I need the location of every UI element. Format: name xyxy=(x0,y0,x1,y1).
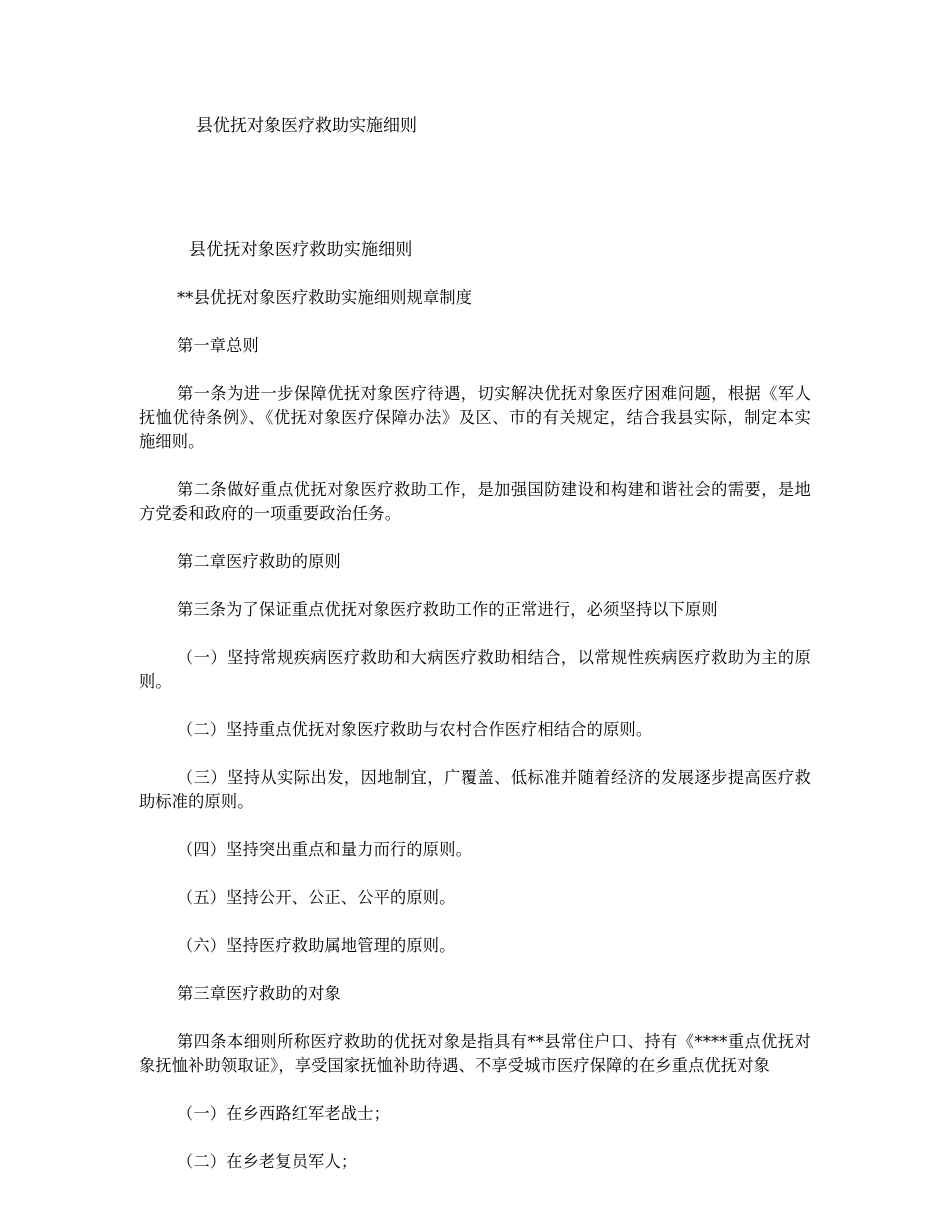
list-item: （一）坚持常规疾病医疗救助和大病医疗救助相结合，以常规性疾病医疗救助为主的原则。 xyxy=(139,648,811,691)
body-title: 县优抚对象医疗救助实施细则 xyxy=(189,240,413,260)
document-body xyxy=(139,238,811,1198)
chapter-heading: 第一章总则 xyxy=(177,336,259,355)
paragraph-article-1: 第一条为进一步保障优抚对象医疗待遇，切实解决优抚对象医疗困难问题，根据《军人抚恤优待条例》、《优抚对象医疗保障办法》及区、市的有关规定，结合我县实际，制定本实施细则。 xyxy=(139,384,811,451)
paragraph-article-2: 第二条做好重点优抚对象医疗救助工作，是加强国防建设和构建和谐社会的需要，是地方党委和政府的一项重要政治任务。 xyxy=(139,480,811,523)
document-title: 县优抚对象医疗救助实施细则 xyxy=(196,116,417,136)
chapter-heading: 第二章医疗救助的原则 xyxy=(177,552,341,571)
paragraph-article-3: 第三条为了保证重点优抚对象医疗救助工作的正常进行，必须坚持以下原则 xyxy=(177,600,718,619)
paragraph-subtitle: **县优抚对象医疗救助实施细则规章制度 xyxy=(177,288,473,307)
list-item: （一）在乡西路红军老战士； xyxy=(177,1104,391,1123)
list-item: （四）坚持突出重点和量力而行的原则。 xyxy=(177,840,472,859)
list-item: （二）在乡老复员军人； xyxy=(177,1152,358,1171)
list-item: （三）坚持从实际出发，因地制宜，广覆盖、低标准并随着经济的发展逐步提高医疗救助标准的原则。 xyxy=(139,768,811,811)
list-item: （五）坚持公开、公正、公平的原则。 xyxy=(177,888,456,907)
paragraph-article-4: 第四条本细则所称医疗救助的优抚对象是指具有**县常住户口、持有《****重点优抚对象抚恤补助领取证》，享受国家抚恤补助待遇、不享受城市医疗保障的在乡重点优抚对象 xyxy=(139,1032,811,1075)
chapter-heading: 第三章医疗救助的对象 xyxy=(177,984,341,1003)
list-item: （二）坚持重点优抚对象医疗救助与农村合作医疗相结合的原则。 xyxy=(177,720,653,739)
list-item: （六）坚持医疗救助属地管理的原则。 xyxy=(177,936,456,955)
